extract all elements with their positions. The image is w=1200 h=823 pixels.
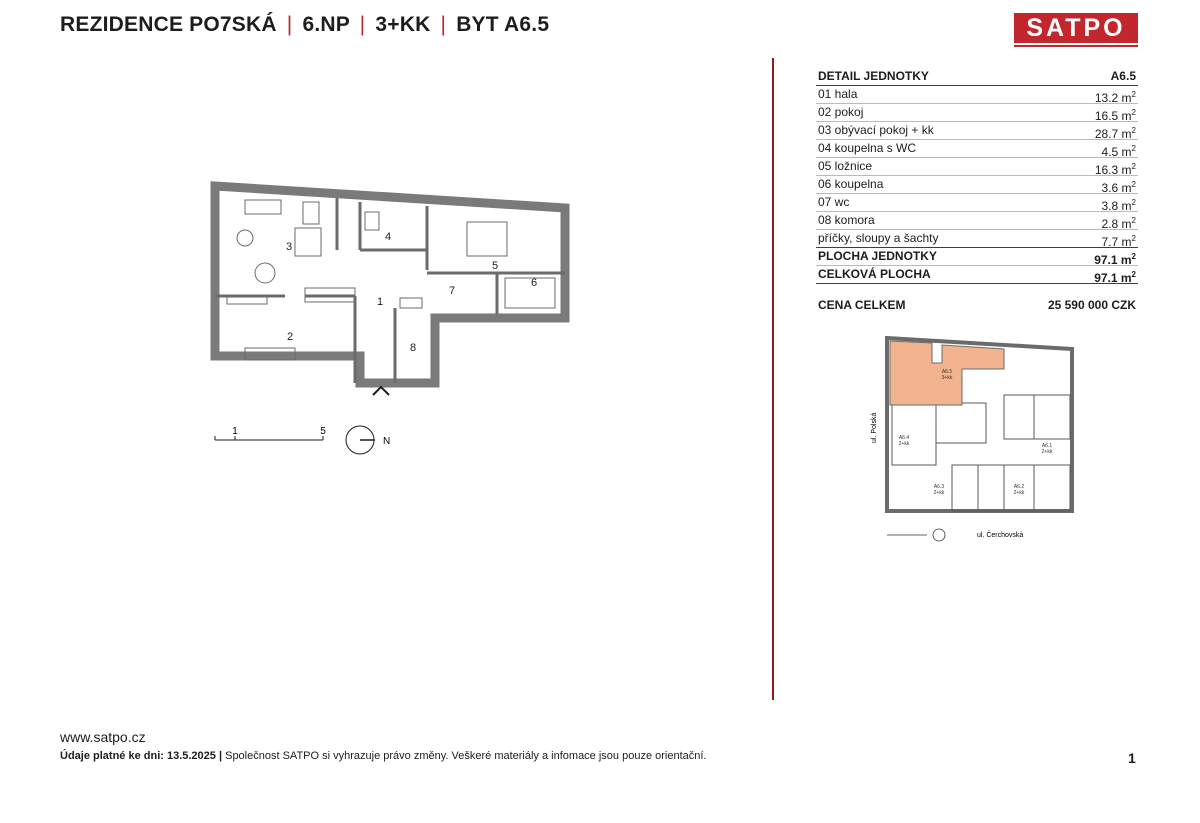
unit-detail-table bbox=[816, 68, 1138, 312]
layout-label: 3+KK bbox=[375, 13, 431, 36]
project-name: REZIDENCE PO7SKÁ bbox=[60, 13, 277, 36]
table-header: DETAIL JEDNOTKY A6.5 bbox=[816, 68, 1138, 86]
compass-icon bbox=[933, 529, 945, 541]
room-label-5: 5 bbox=[491, 260, 499, 272]
room-label-2: 2 bbox=[286, 331, 294, 343]
room-label-7: 7 bbox=[448, 285, 456, 297]
svg-text:A6.4: A6.4 bbox=[898, 435, 910, 441]
price-row bbox=[816, 298, 1138, 312]
title-separator: | bbox=[286, 13, 293, 36]
page-title bbox=[60, 13, 549, 37]
floor-label: 6.NP bbox=[302, 13, 350, 36]
title-separator: | bbox=[440, 13, 447, 36]
svg-text:2+kk: 2+kk bbox=[1041, 449, 1053, 455]
table-row: 07 wc 3.8 $m^2$ bbox=[818, 195, 1136, 213]
scale-label-5: 5 bbox=[320, 426, 326, 437]
svg-text:3+kk: 3+kk bbox=[941, 375, 953, 381]
svg-text:2+kk: 2+kk bbox=[933, 490, 945, 496]
north-label: N bbox=[383, 436, 391, 447]
page-number: 1 bbox=[1128, 750, 1136, 766]
room-label-4: 4 bbox=[384, 231, 392, 243]
website-link[interactable]: www.satpo.cz bbox=[60, 729, 146, 745]
title-separator: | bbox=[359, 13, 366, 36]
table-row: 02 pokoj 16.5 $m^2$ bbox=[818, 105, 1136, 123]
scale-label-1: 1 bbox=[232, 426, 238, 437]
room-label-1: 1 bbox=[376, 296, 384, 308]
entrance-arrow-icon bbox=[373, 387, 389, 395]
table-row: 03 obývací pokoj + kk 28.7 $m^2$ bbox=[818, 123, 1136, 141]
room-label-6: 6 bbox=[530, 277, 538, 289]
svg-text:A6.3: A6.3 bbox=[933, 484, 945, 490]
svg-text:A6.5: A6.5 bbox=[941, 369, 953, 375]
svg-text:2+kk: 2+kk bbox=[1013, 490, 1025, 496]
price-value: 25 590 000 CZK bbox=[1047, 298, 1136, 312]
key-plan bbox=[871, 333, 1082, 548]
unit-area-row: PLOCHA JEDNOTKY 97.1 $m^2$ bbox=[818, 249, 1136, 267]
svg-text:A6.1: A6.1 bbox=[1041, 443, 1053, 449]
svg-text:2+kk: 2+kk bbox=[898, 441, 910, 447]
unit-label: BYT A6.5 bbox=[456, 13, 550, 36]
total-area-row: CELKOVÁ PLOCHA 97.1 $m^2$ bbox=[818, 267, 1136, 285]
street-label-west: ul. Polská bbox=[871, 412, 878, 443]
table-row: 08 komora 2.8 $m^2$ bbox=[818, 213, 1136, 231]
table-row: 06 koupelna 3.6 $m^2$ bbox=[818, 177, 1136, 195]
table-row: 05 ložnice 16.3 $m^2$ bbox=[818, 159, 1136, 177]
room-label-3: 3 bbox=[285, 241, 293, 253]
price-label: CENA CELKEM bbox=[818, 298, 906, 312]
table-row: 01 hala 13.2 $m^2$ bbox=[818, 87, 1136, 105]
table-row: příčky, sloupy a šachty 7.7 $m^2$ bbox=[818, 231, 1136, 249]
satpo-logo: SATPO bbox=[1014, 13, 1138, 43]
room-label-8: 8 bbox=[409, 342, 417, 354]
street-label-south: ul. Čerchovská bbox=[977, 532, 1024, 539]
svg-text:A6.2: A6.2 bbox=[1013, 484, 1025, 490]
floor-plan bbox=[205, 178, 575, 458]
table-row: 04 koupelna s WC 4.5 $m^2$ bbox=[818, 141, 1136, 159]
disclaimer: Údaje platné ke dni: 13.5.2025 | Společnost SATPO si vyhrazuje právo změny. Veškeré materiály a infomace jsou pouze orientační. bbox=[60, 750, 707, 762]
divider-line bbox=[772, 58, 774, 700]
